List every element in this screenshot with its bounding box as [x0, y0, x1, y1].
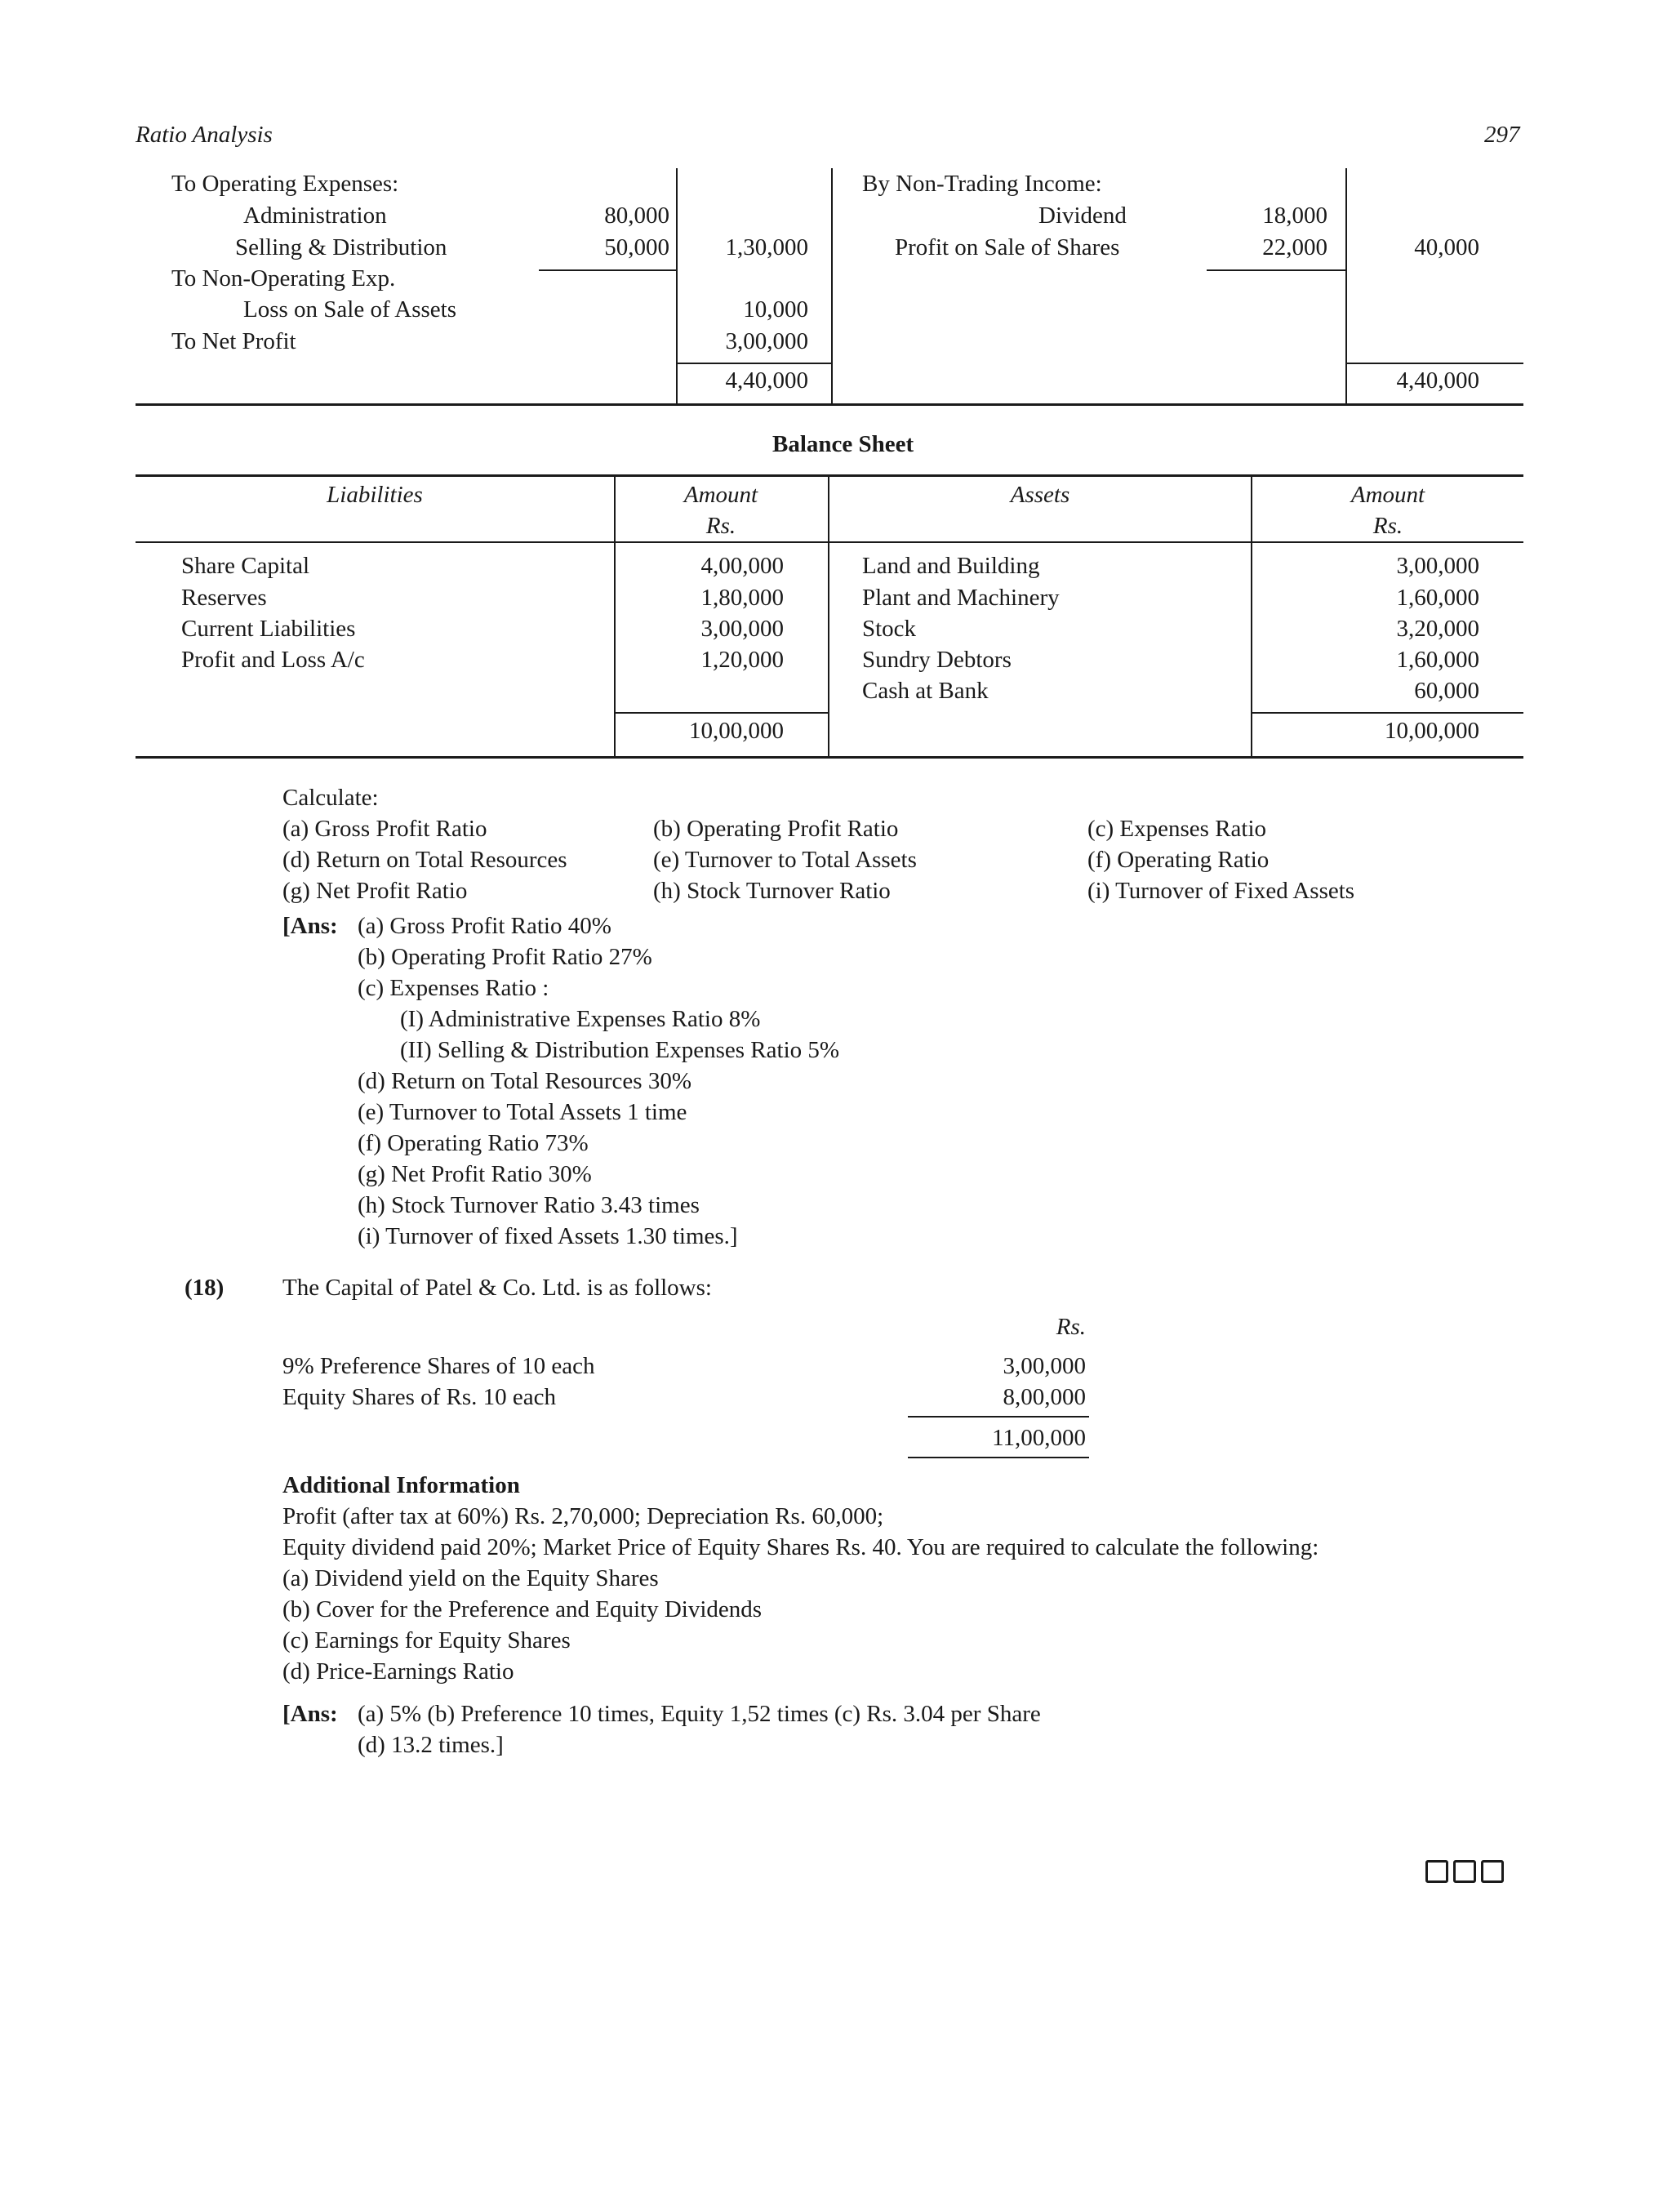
calculate-item: (a) Gross Profit Ratio [282, 816, 487, 842]
additional-info-line: (c) Earnings for Equity Shares [282, 1627, 571, 1653]
bs-liability-name: Profit and Loss A/c [181, 647, 365, 673]
pl-operating-expenses: To Operating Expenses: [171, 171, 399, 197]
capital-row-amount: 3,00,000 [1003, 1353, 1086, 1379]
calculate-item: (h) Stock Turnover Ratio [653, 878, 891, 904]
bs-asset-amount: 60,000 [1414, 678, 1479, 704]
capital-row-amount: 8,00,000 [1003, 1384, 1086, 1410]
square-ornament-icon [1481, 1860, 1504, 1883]
answer-prefix: [Ans: [282, 913, 338, 939]
bs-asset-name: Cash at Bank [862, 678, 989, 704]
bs-rule [136, 474, 1523, 477]
additional-info-line: (a) Dividend yield on the Equity Shares [282, 1565, 659, 1591]
answer-line: (d) Return on Total Resources 30% [358, 1068, 691, 1094]
additional-info-line: Profit (after tax at 60%) Rs. 2,70,000; Depreciation Rs. 60,000; [282, 1503, 884, 1529]
pl-loss-on-sale: Loss on Sale of Assets [243, 296, 456, 323]
pl-operating-total: 1,30,000 [725, 234, 808, 260]
calculate-item: (c) Expenses Ratio [1087, 816, 1267, 842]
calculate-item: (e) Turnover to Total Assets [653, 847, 917, 873]
capital-row-label: 9% Preference Shares of 10 each [282, 1353, 595, 1379]
answer-prefix: [Ans: [282, 1701, 338, 1727]
running-title: Ratio Analysis [136, 122, 273, 148]
answer-line: (d) 13.2 times.] [358, 1732, 504, 1758]
question-intro: The Capital of Patel & Co. Ltd. is as follows: [282, 1275, 712, 1301]
bs-asset-amount: 3,20,000 [1396, 616, 1479, 642]
pl-rule [1345, 168, 1347, 405]
capital-rule [908, 1416, 1089, 1418]
bs-rule [1251, 712, 1523, 714]
additional-info-heading: Additional Information [282, 1472, 520, 1498]
pl-non-trading-total: 40,000 [1414, 234, 1479, 260]
pl-non-trading: By Non-Trading Income: [862, 171, 1102, 197]
bs-asset-amount: 3,00,000 [1396, 553, 1479, 579]
bs-header-liabilities: Liabilities [327, 482, 423, 508]
bs-rule [136, 541, 1523, 543]
bs-asset-name: Sundry Debtors [862, 647, 1012, 673]
bs-asset-name: Stock [862, 616, 917, 642]
pl-net-profit-amount: 3,00,000 [725, 328, 808, 354]
pl-rule [676, 363, 831, 364]
pl-non-operating: To Non-Operating Exp. [171, 265, 396, 292]
answer-line: (g) Net Profit Ratio 30% [358, 1161, 592, 1187]
square-ornament-icon [1425, 1860, 1448, 1883]
answer-line: (a) 5% (b) Preference 10 times, Equity 1,52 times (c) Rs. 3.04 per Share [358, 1701, 1041, 1727]
question-number: (18) [185, 1275, 225, 1301]
bs-asset-amount: 1,60,000 [1396, 585, 1479, 611]
pl-debit-total: 4,40,000 [725, 367, 808, 394]
pl-rule [1345, 363, 1523, 364]
pl-administration-amount: 80,000 [604, 203, 669, 229]
calculate-item: (d) Return on Total Resources [282, 847, 567, 873]
answer-line: (i) Turnover of fixed Assets 1.30 times.] [358, 1223, 738, 1249]
calculate-item: (f) Operating Ratio [1087, 847, 1270, 873]
capital-rule [908, 1457, 1089, 1458]
balance-sheet-title: Balance Sheet [772, 431, 914, 457]
bs-liability-name: Current Liabilities [181, 616, 356, 642]
bs-liability-amount: 1,80,000 [700, 585, 784, 611]
bs-liabilities-total: 10,00,000 [689, 718, 784, 744]
answer-line: (b) Operating Profit Ratio 27% [358, 944, 652, 970]
calculate-item: (i) Turnover of Fixed Assets [1087, 878, 1355, 904]
additional-info-line: Equity dividend paid 20%; Market Price of Equity Shares Rs. 40. You are required to calculate the following: [282, 1534, 1319, 1560]
pl-selling: Selling & Distribution [235, 234, 447, 260]
pl-dividend-amount: 18,000 [1262, 203, 1327, 229]
bs-rule [136, 756, 1523, 759]
pl-profit-shares: Profit on Sale of Shares [895, 234, 1120, 260]
bs-asset-name: Plant and Machinery [862, 585, 1060, 611]
bs-header-amount: Amount [683, 482, 758, 508]
calculate-label: Calculate: [282, 785, 379, 811]
capital-total: 11,00,000 [992, 1425, 1086, 1451]
pl-administration: Administration [243, 203, 387, 229]
bs-rule [828, 476, 829, 757]
answer-line: (e) Turnover to Total Assets 1 time [358, 1099, 687, 1125]
bs-liability-amount: 4,00,000 [700, 553, 784, 579]
additional-info-line: (d) Price-Earnings Ratio [282, 1658, 514, 1685]
square-ornament-icon [1453, 1860, 1476, 1883]
pl-credit-total: 4,40,000 [1396, 367, 1479, 394]
answer-line: (c) Expenses Ratio : [358, 975, 549, 1001]
bs-rule [614, 712, 829, 714]
pl-selling-amount: 50,000 [604, 234, 669, 260]
pl-loss-amount: 10,000 [743, 296, 808, 323]
bs-liability-amount: 3,00,000 [700, 616, 784, 642]
answer-line: (f) Operating Ratio 73% [358, 1130, 589, 1156]
answer-line: (h) Stock Turnover Ratio 3.43 times [358, 1192, 700, 1218]
answer-line: (a) Gross Profit Ratio 40% [358, 913, 611, 939]
bs-liability-name: Share Capital [181, 553, 310, 579]
calculate-item: (b) Operating Profit Ratio [653, 816, 899, 842]
pl-rule [136, 403, 1523, 406]
bs-asset-amount: 1,60,000 [1396, 647, 1479, 673]
pl-dividend: Dividend [1038, 203, 1127, 229]
calculate-item: (g) Net Profit Ratio [282, 878, 468, 904]
pl-rule [1207, 269, 1345, 271]
bs-liability-name: Reserves [181, 585, 267, 611]
page-number: 297 [1484, 122, 1520, 148]
capital-row-label: Equity Shares of Rs. 10 each [282, 1384, 557, 1410]
bs-header-assets: Assets [1010, 482, 1070, 508]
bs-liability-amount: 1,20,000 [700, 647, 784, 673]
bs-header-rs: Rs. [705, 513, 736, 539]
bs-header-rs: Rs. [1372, 513, 1403, 539]
pl-rule [676, 168, 678, 405]
answer-line: (II) Selling & Distribution Expenses Ratio 5% [400, 1037, 840, 1063]
answer-line: (I) Administrative Expenses Ratio 8% [400, 1006, 761, 1032]
bs-header-amount: Amount [1350, 482, 1425, 508]
capital-rs-header: Rs. [1056, 1314, 1086, 1340]
pl-rule [831, 168, 833, 405]
pl-rule [539, 269, 676, 271]
additional-info-line: (b) Cover for the Preference and Equity Dividends [282, 1596, 763, 1622]
bs-asset-name: Land and Building [862, 553, 1040, 579]
pl-profit-shares-amount: 22,000 [1262, 234, 1327, 260]
pl-net-profit: To Net Profit [171, 328, 296, 354]
bs-assets-total: 10,00,000 [1385, 718, 1479, 744]
